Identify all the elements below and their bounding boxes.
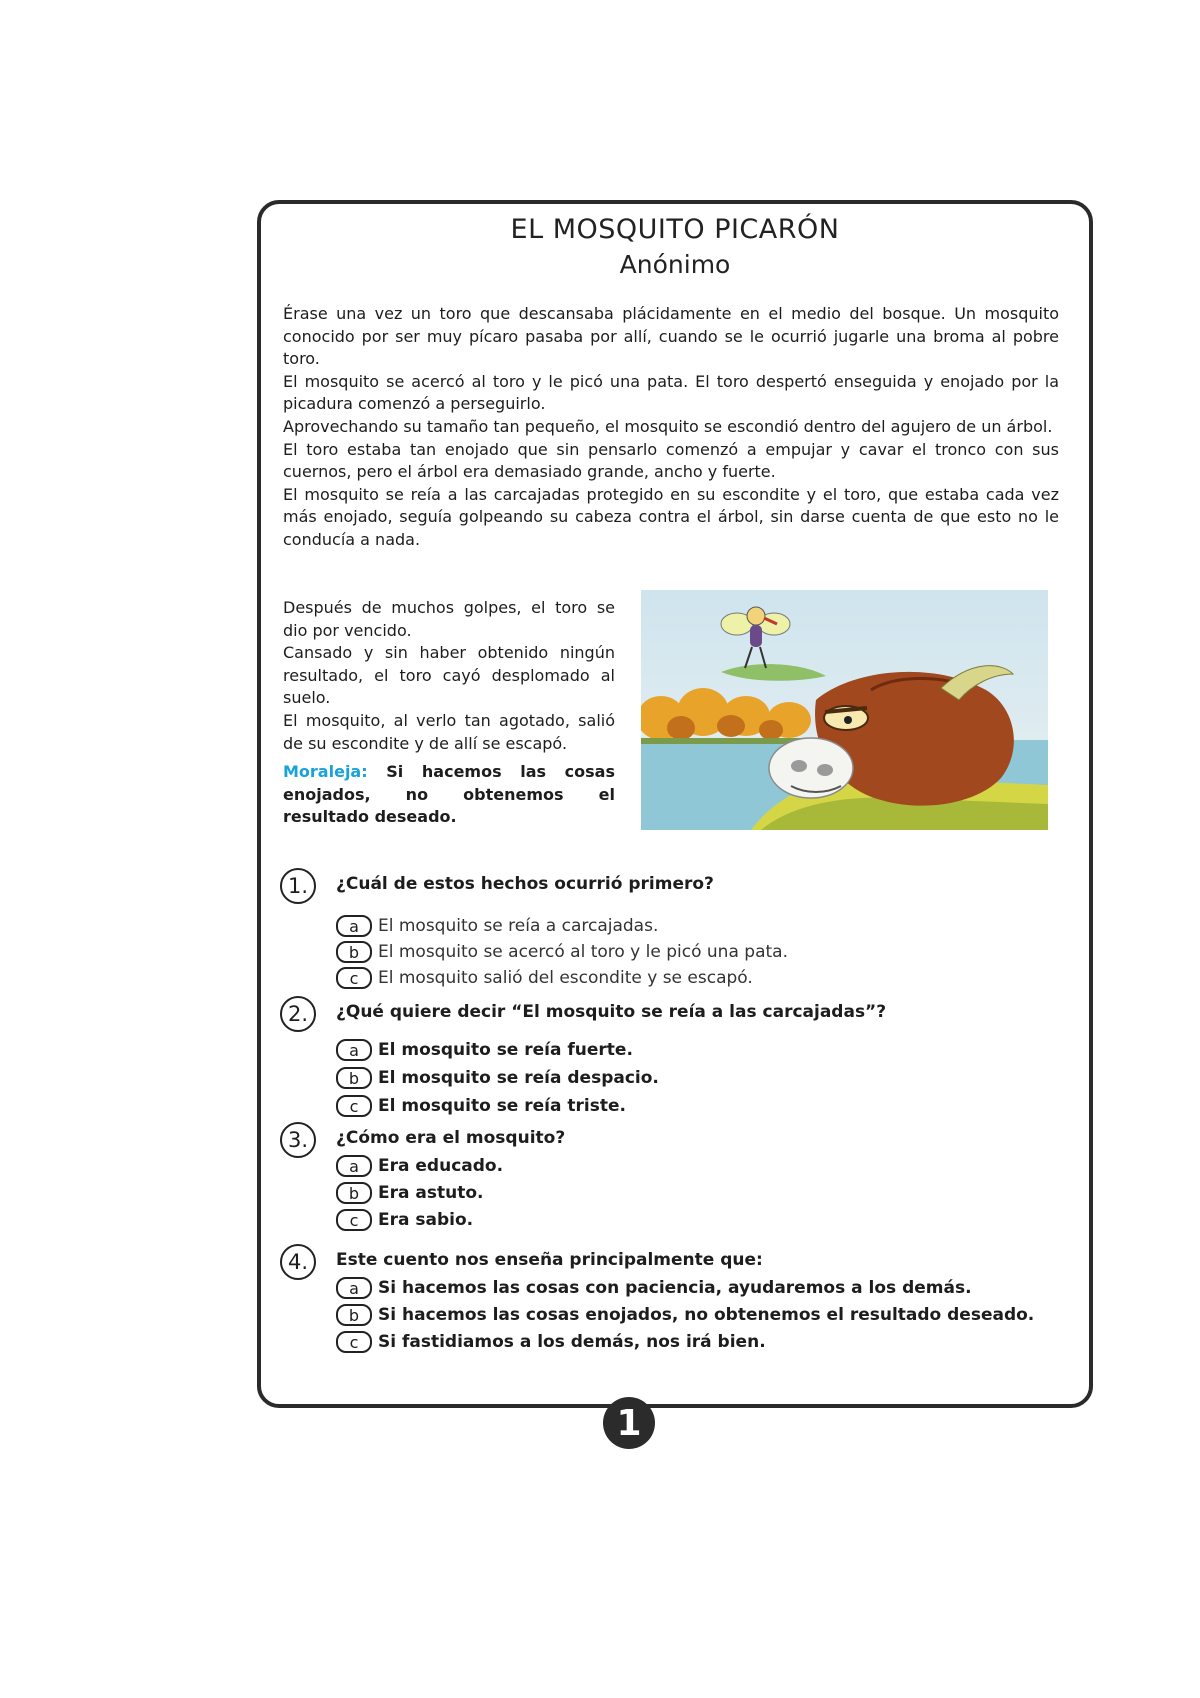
option-letter: a xyxy=(336,1039,372,1061)
option-letter: c xyxy=(336,967,372,989)
page-title: EL MOSQUITO PICARÓN xyxy=(510,214,840,245)
story-paragraph: El mosquito se reía a las carcajadas protegido en su escondite y el toro, que estaba cada vez más enojado, seguía golpeando su cabeza contra el árbol, sin darse cuenta de que esto no le conducía a nada. xyxy=(283,484,1059,549)
option-letter: b xyxy=(336,1067,372,1089)
story-paragraph: El mosquito se acercó al toro y le picó una pata. El toro despertó enseguida y enojado por la picadura comenzó a perseguirlo. xyxy=(283,371,1059,414)
story-paragraph: El mosquito, al verlo tan agotado, salió de su escondite y de allí se escapó. xyxy=(283,710,615,753)
option-c[interactable] xyxy=(336,1094,626,1118)
option-b[interactable] xyxy=(336,1066,659,1090)
option-a[interactable] xyxy=(336,914,658,938)
option-c[interactable] xyxy=(336,1330,766,1354)
option-letter: c xyxy=(336,1209,372,1231)
option-text: Era educado. xyxy=(378,1156,504,1176)
story-paragraph: Después de muchos golpes, el toro se dio por vencido. xyxy=(283,598,615,640)
story-paragraph: Érase una vez un toro que descansaba plácidamente en el medio del bosque. Un mosquito conocido por ser muy pícaro pasaba por allí, cuando se le ocurrió jugarle una broma al pobre toro. xyxy=(283,304,1059,369)
option-a[interactable] xyxy=(336,1154,503,1178)
option-letter: c xyxy=(336,1095,372,1117)
question-text: ¿Cómo era el mosquito? xyxy=(336,1128,566,1148)
option-a[interactable] xyxy=(336,1276,972,1300)
option-text: Si hacemos las cosas enojados, no obtenemos el resultado deseado. xyxy=(378,1305,1035,1325)
moral-label: Moraleja: xyxy=(283,762,368,782)
option-c[interactable] xyxy=(336,1208,473,1232)
question-text: ¿Cuál de estos hechos ocurrió primero? xyxy=(336,874,714,894)
author-name: Anónimo xyxy=(619,250,731,279)
question-number: 2. xyxy=(280,996,316,1032)
option-text: Era astuto. xyxy=(378,1183,484,1203)
option-letter: a xyxy=(336,1277,372,1299)
option-b[interactable] xyxy=(336,940,788,964)
question-number: 1. xyxy=(280,868,316,904)
moral xyxy=(283,761,615,829)
option-text: El mosquito se reía triste. xyxy=(378,1096,626,1116)
option-text: Era sabio. xyxy=(378,1210,474,1230)
option-text: El mosquito salió del escondite y se escapó. xyxy=(378,968,753,988)
story-paragraph: Aprovechando su tamaño tan pequeño, el mosquito se escondió dentro del agujero de un árbol. xyxy=(283,416,1053,436)
question-text: ¿Qué quiere decir “El mosquito se reía a las carcajadas”? xyxy=(336,1002,887,1022)
story-paragraph: El toro estaba tan enojado que sin pensarlo comenzó a empujar y cavar el tronco con sus cuernos, pero el árbol era demasiado grande, ancho y fuerte. xyxy=(283,439,1059,482)
option-c[interactable] xyxy=(336,966,753,990)
option-b[interactable] xyxy=(336,1303,1034,1327)
question-number: 3. xyxy=(280,1122,316,1158)
option-text: Si fastidiamos a los demás, nos irá bien. xyxy=(378,1332,766,1352)
option-text: Si hacemos las cosas con paciencia, ayudaremos a los demás. xyxy=(378,1278,972,1298)
option-text: El mosquito se reía fuerte. xyxy=(378,1040,633,1060)
story-text xyxy=(283,303,1059,552)
question-text: Este cuento nos enseña principalmente que: xyxy=(336,1250,763,1270)
option-letter: c xyxy=(336,1331,372,1353)
option-letter: a xyxy=(336,915,372,937)
option-text: El mosquito se reía despacio. xyxy=(378,1068,659,1088)
option-b[interactable] xyxy=(336,1181,483,1205)
story-paragraph: Cansado y sin haber obtenido ningún resultado, el toro cayó desplomado al suelo. xyxy=(283,643,615,708)
question-number: 4. xyxy=(280,1244,316,1280)
story-side-text xyxy=(283,597,615,829)
option-letter: b xyxy=(336,941,372,963)
option-text: El mosquito se acercó al toro y le picó una pata. xyxy=(378,942,788,962)
option-letter: b xyxy=(336,1304,372,1326)
option-letter: b xyxy=(336,1182,372,1204)
option-a[interactable] xyxy=(336,1038,633,1062)
bull-and-mosquito-illustration xyxy=(641,590,1048,830)
page-number-badge: 1 xyxy=(603,1397,655,1449)
option-letter: a xyxy=(336,1155,372,1177)
moral-text: Si hacemos las cosas enojados, no obtenemos el resultado deseado. xyxy=(283,762,615,827)
option-text: El mosquito se reía a carcajadas. xyxy=(378,916,659,936)
